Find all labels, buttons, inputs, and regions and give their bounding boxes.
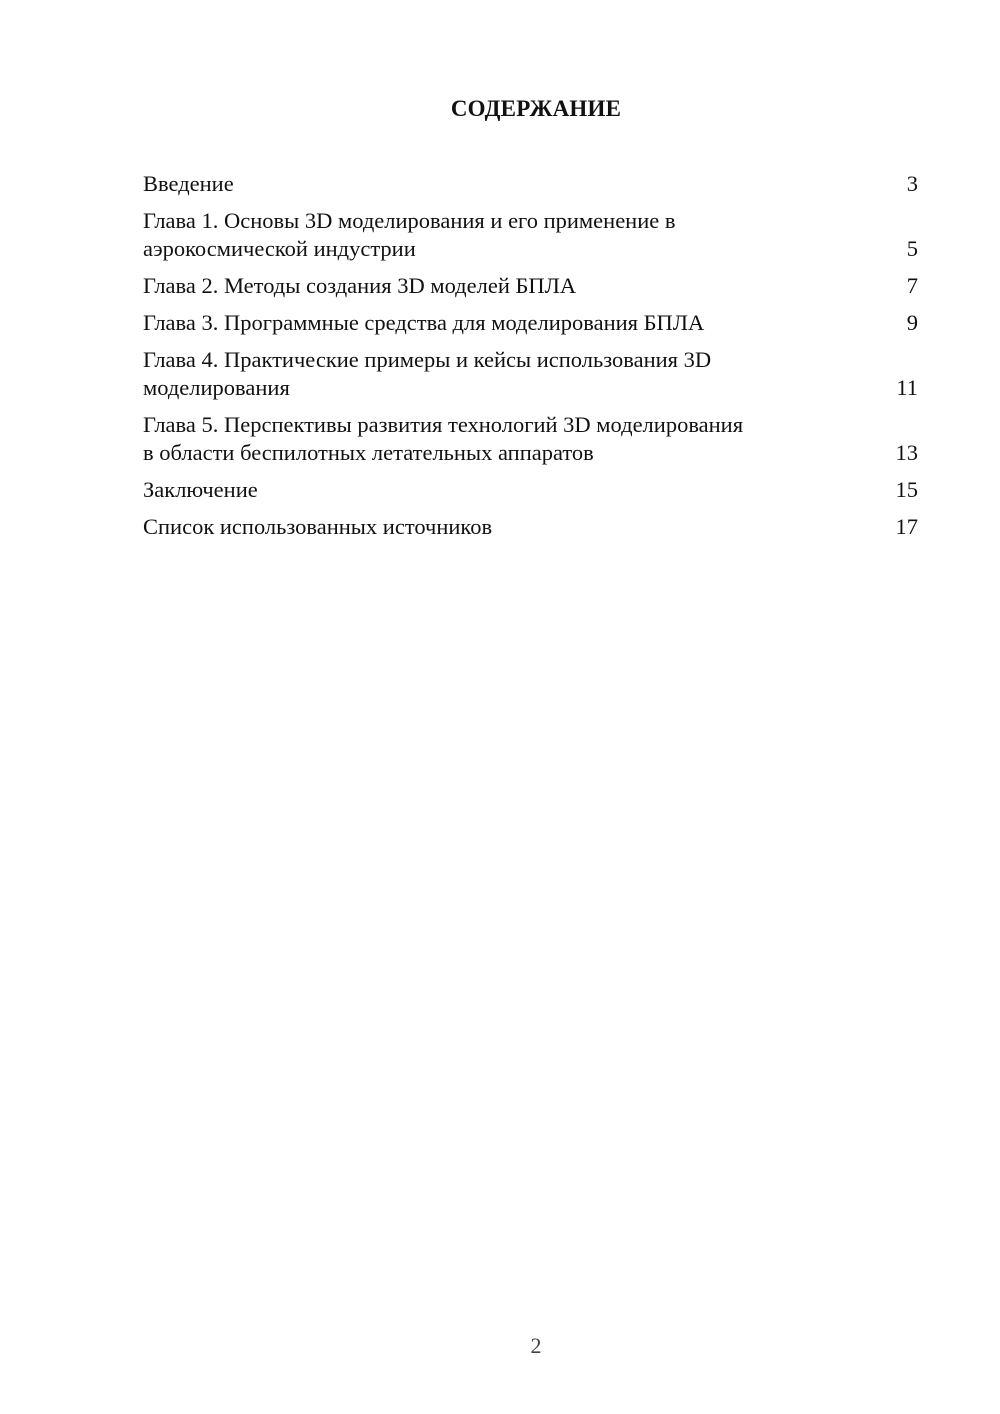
toc-entry-label [143,272,576,300]
toc-entry-line: Введение [143,171,234,196]
toc-entry-page: 7 [906,273,918,298]
toc-entry-line: аэрокосмической индустрии [143,236,416,261]
toc-entry-chapter-4[interactable] [143,346,918,402]
toc-entry-page: 5 [906,236,918,261]
toc-entry-line: моделирования [143,375,290,400]
table-of-contents [143,170,918,550]
toc-entry-label [143,476,258,504]
toc-entry-conclusion[interactable] [143,476,918,504]
toc-entry-page: 15 [895,477,918,502]
toc-entry-references[interactable] [143,513,918,541]
toc-entry-line: Глава 1. Основы 3D моделирования и его применение в [143,208,676,233]
toc-entry-chapter-3[interactable] [143,309,918,337]
toc-entry-label [143,170,234,198]
toc-entry-chapter-1[interactable] [143,207,918,263]
toc-entry-page: 11 [896,375,918,400]
toc-entry-page: 13 [895,440,918,465]
toc-entry-label [143,207,676,263]
toc-entry-line: Глава 3. Программные средства для моделирования БПЛА [143,310,705,335]
toc-entry-page: 17 [895,514,918,539]
toc-entry-label [143,346,711,402]
toc-entry-introduction[interactable] [143,170,918,198]
toc-entry-page: 3 [906,171,918,196]
toc-entry-label [143,411,743,467]
toc-entry-line: Глава 5. Перспективы развития технологий 3D моделирования [143,412,744,437]
toc-entry-line: Заключение [143,477,258,502]
toc-entry-label [143,513,492,541]
toc-entry-line: в области беспилотных летательных аппаратов [143,440,594,465]
toc-entry-line: Список использованных источников [143,514,493,539]
toc-entry-page: 9 [906,310,918,335]
page-number: 2 [530,1333,542,1358]
page-title: СОДЕРЖАНИЕ [450,96,622,121]
toc-entry-chapter-2[interactable] [143,272,918,300]
toc-entry-line: Глава 2. Методы создания 3D моделей БПЛА [143,273,577,298]
toc-entry-label [143,309,704,337]
toc-entry-line: Глава 4. Практические примеры и кейсы использования 3D [143,347,712,372]
toc-entry-chapter-5[interactable] [143,411,918,467]
